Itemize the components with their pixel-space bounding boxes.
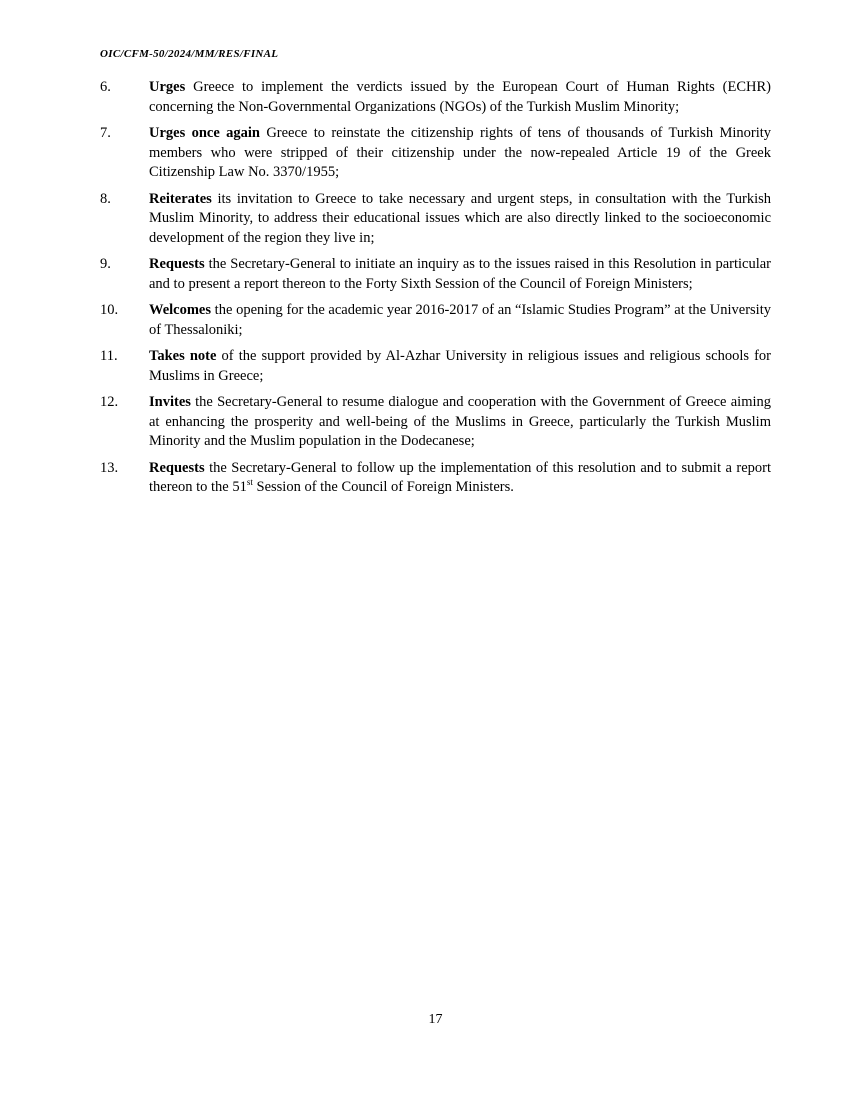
page-number: 17 [428, 1012, 443, 1027]
resolution-item [100, 124, 771, 183]
item-number: 9. [100, 256, 111, 272]
item-text: Invites the Secretary-General to resume dialogue and cooperation with the Government of Greece aiming at enhancing the prosperity and well-being of the Muslims in Greece, particularly the Turkish Muslim Minority and the Muslim population in the Dodecanese; [149, 394, 771, 449]
item-text: Welcomes the opening for the academic year 2016-2017 of an “Islamic Studies Program” at the University of Thessaloniki; [149, 302, 771, 338]
resolution-item [100, 459, 771, 498]
item-number: 11. [100, 348, 118, 364]
item-text: Requests the Secretary-General to initiate an inquiry as to the issues raised in this Resolution in particular and to present a report thereon to the Forty Sixth Session of the Council of Foreign Ministers; [149, 256, 771, 292]
resolution-item [100, 347, 771, 386]
item-number: 6. [100, 79, 111, 95]
item-number: 8. [100, 190, 111, 207]
item-text: Reiterates its invitation to Greece to take necessary and urgent steps, in consultation with the Turkish Muslim Minority, to address their educational issues which are also directly linked to the socioeconomic development of the region they live in; [149, 190, 771, 246]
item-number: 12. [100, 394, 119, 410]
item-text: Urges Greece to implement the verdicts issued by the European Court of Human Rights (ECHR) concerning the Non-Governmental Organizations (NGOs) of the Turkish Muslim Minority; [149, 79, 771, 115]
resolution-item [100, 190, 771, 249]
item-text: Requests the Secretary-General to follow up the implementation of this resolution and to submit a report thereon to the 51st Session of the Council of Foreign Ministers. [149, 459, 771, 495]
item-number: 10. [100, 302, 119, 318]
resolution-items [100, 78, 771, 505]
resolution-item [100, 78, 771, 117]
resolution-item [100, 255, 771, 294]
item-number: 13. [100, 459, 119, 476]
resolution-item [100, 393, 771, 452]
document-reference: OIC/CFM-50/2024/MM/RES/FINAL [100, 48, 279, 60]
item-text: Takes note of the support provided by Al-Azhar University in religious issues and religious schools for Muslims in Greece; [149, 348, 771, 384]
resolution-item [100, 301, 771, 340]
item-number: 7. [100, 125, 111, 141]
item-text: Urges once again Greece to reinstate the citizenship rights of tens of thousands of Turkish Minority members who were stripped of their citizenship under the now-repealed Article 19 of the Greek Citizenship Law No. 3370/1955; [149, 125, 771, 180]
